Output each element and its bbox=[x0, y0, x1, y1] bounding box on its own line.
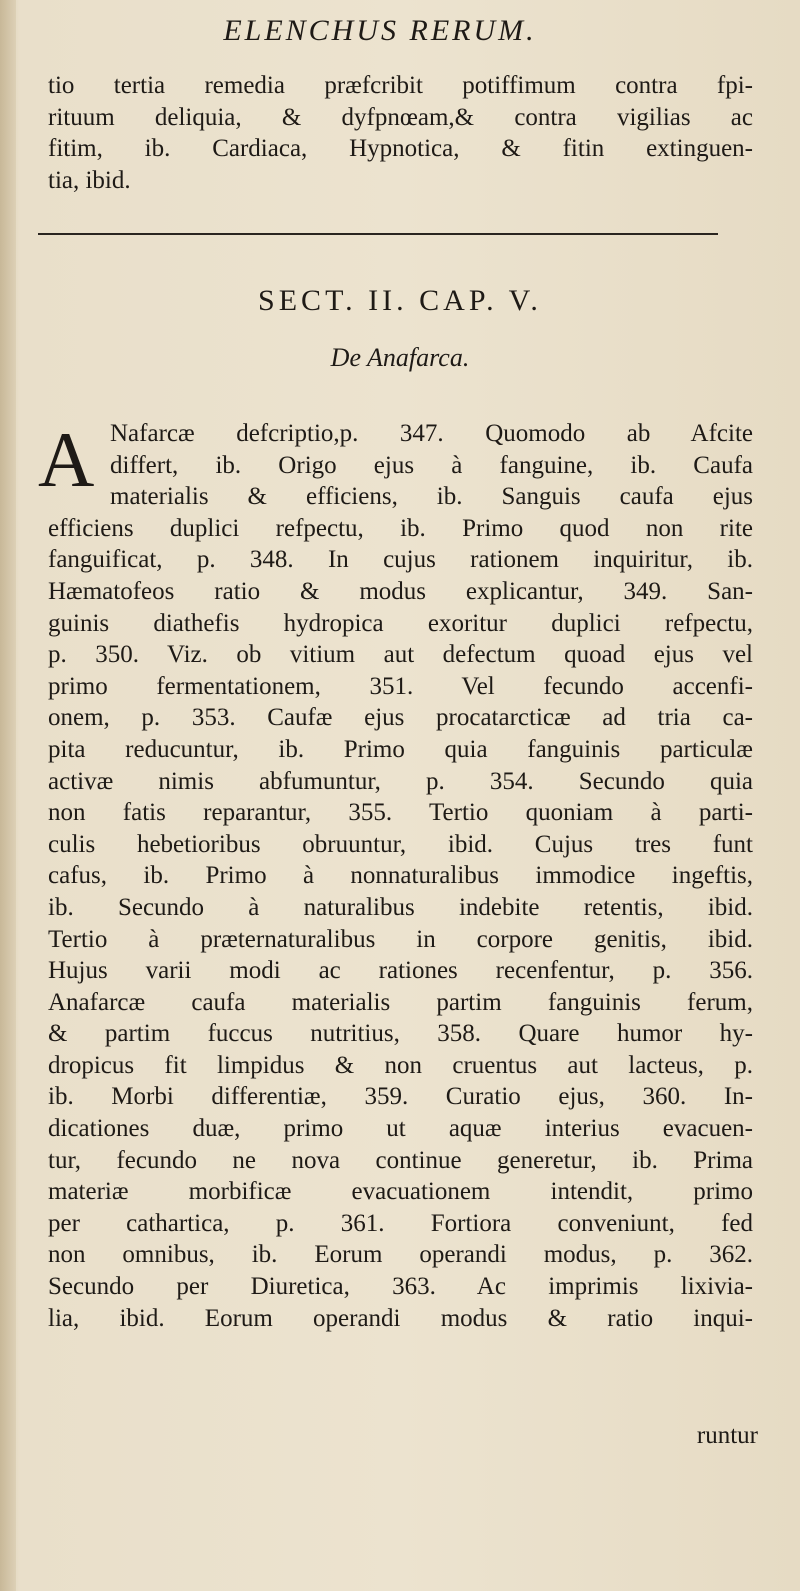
text-line: cafus, ib. Primo à nonnaturalibus immodice ingeftis, bbox=[48, 862, 753, 890]
text-line: & partim fuccus nutritius, 358. Quare humor hy- bbox=[48, 1020, 753, 1048]
text-line: dicationes duæ, primo ut aquæ interius evacuen- bbox=[48, 1115, 753, 1143]
text-line: pita reducuntur, ib. Primo quia fanguinis particulæ bbox=[48, 735, 753, 763]
body-text bbox=[48, 418, 753, 1334]
text-line: Anafarcæ caufa materialis partim fanguinis ferum, bbox=[48, 988, 753, 1016]
previous-section-text bbox=[48, 70, 753, 196]
text-line: dropicus fit limpidus & non cruentus aut lacteus, p. bbox=[48, 1051, 753, 1079]
text-line: Hæmatofeos ratio & modus explicantur, 349. San- bbox=[48, 577, 753, 605]
text-line: Hujus varii modi ac rationes recenfentur, p. 356. bbox=[48, 957, 753, 985]
text-line: fanguificat, p. 348. In cujus rationem inquiritur, ib. bbox=[48, 546, 753, 574]
page-gutter bbox=[0, 0, 16, 1591]
section-subtitle: De Anafarca. bbox=[330, 343, 470, 372]
text-line: activæ nimis abfumuntur, p. 354. Secundo quia bbox=[48, 767, 753, 795]
drop-cap: A bbox=[38, 416, 95, 503]
section-divider bbox=[38, 233, 718, 235]
text-line: differt, ib. Origo ejus à fanguine, ib. Caufa bbox=[110, 451, 753, 479]
text-line: Nafarcæ defcriptio,p. 347. Quomodo ab Afcite bbox=[110, 420, 753, 447]
text-line: p. 350. Viz. ob vitium aut defectum quoad ejus vel bbox=[48, 641, 753, 669]
text-line: tia, ibid. bbox=[48, 166, 131, 194]
text-line: guinis diathefis hydropica exoritur duplici refpectu, bbox=[48, 609, 753, 637]
section-heading: SECT. II. CAP. V. bbox=[258, 284, 542, 317]
text-line: per cathartica, p. 361. Fortiora conveniunt, fed bbox=[48, 1209, 753, 1237]
text-line: lia, ibid. Eorum operandi modus & ratio inqui- bbox=[48, 1304, 753, 1332]
text-line: non omnibus, ib. Eorum operandi modus, p. 362. bbox=[48, 1241, 753, 1269]
text-line: primo fermentationem, 351. Vel fecundo accenfi- bbox=[48, 672, 753, 700]
text-line: materiæ morbificæ evacuationem intendit, primo bbox=[48, 1178, 753, 1206]
text-line: rituum deliquia, & dyfpnœam,& contra vigilias ac bbox=[48, 103, 753, 131]
text-line: onem, p. 353. Caufæ ejus procatarcticæ ad tria ca- bbox=[48, 704, 753, 732]
text-line: materialis & efficiens, ib. Sanguis caufa ejus bbox=[110, 483, 753, 511]
text-line: ib. Secundo à naturalibus indebite retentis, ibid. bbox=[48, 893, 753, 921]
running-head: ELENCHUS RERUM. bbox=[223, 14, 537, 47]
text-line: ib. Morbi differentiæ, 359. Curatio ejus, 360. In- bbox=[48, 1083, 753, 1111]
text-line: Secundo per Diuretica, 363. Ac imprimis lixivia- bbox=[48, 1273, 753, 1301]
catchword: runtur bbox=[696, 1422, 758, 1449]
text-line: efficiens duplici refpectu, ib. Primo quod non rite bbox=[48, 514, 753, 542]
text-line: tur, fecundo ne nova continue generetur, ib. Prima bbox=[48, 1146, 753, 1174]
text-line: culis hebetioribus obruuntur, ibid. Cujus tres funt bbox=[48, 830, 753, 858]
text-line: Tertio à præternaturalibus in corpore genitis, ibid. bbox=[48, 925, 753, 953]
text-line: tio tertia remedia præfcribit potiffimum contra fpi- bbox=[48, 72, 753, 99]
text-line: fitim, ib. Cardiaca, Hypnotica, & fitin extinguen- bbox=[48, 135, 753, 163]
text-line: non fatis reparantur, 355. Tertio quoniam à parti- bbox=[48, 799, 753, 827]
